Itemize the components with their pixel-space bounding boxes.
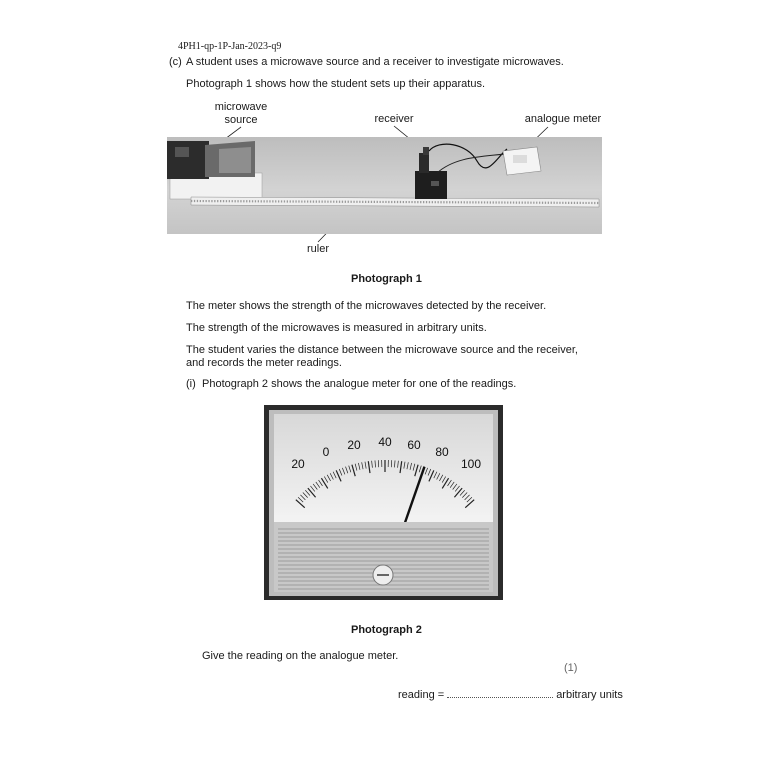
- label-source-line2: source: [224, 114, 258, 126]
- marks-label: (1): [564, 662, 578, 674]
- answer-line: [398, 688, 623, 702]
- scale-label-80: 80: [435, 445, 449, 459]
- photograph-1: [167, 137, 602, 234]
- intro-text: A student uses a microwave source and a receiver to investigate microwaves.: [186, 56, 564, 68]
- photo1-caption: Photograph 1: [351, 273, 422, 285]
- analogue-meter-image: [503, 147, 541, 175]
- para-varies-distance-1: The student varies the distance between the microwave source and the receiver,: [186, 344, 578, 356]
- microwave-source-image: [167, 141, 262, 199]
- label-receiver: receiver: [374, 113, 414, 125]
- scale-label-0: 0: [322, 445, 330, 459]
- answer-units: arbitrary units: [556, 689, 623, 701]
- photo1-intro-text: Photograph 1 shows how the student sets up their apparatus.: [186, 78, 486, 90]
- photograph-2: [264, 405, 503, 600]
- answer-input-line[interactable]: [447, 688, 553, 698]
- part-label: (c): [169, 56, 182, 68]
- paper-reference: 4PH1-qp-1P-Jan-2023-q9: [178, 41, 282, 52]
- question-text: Give the reading on the analogue meter.: [202, 650, 399, 662]
- para-meter-strength: The meter shows the strength of the microwaves detected by the receiver.: [186, 300, 547, 312]
- scale-label-20: 20: [347, 438, 361, 452]
- scale-label-100: 100: [460, 457, 482, 471]
- para-varies-distance-2: and records the meter readings.: [186, 357, 342, 369]
- answer-prefix: reading =: [398, 689, 445, 701]
- subpart-text: Photograph 2 shows the analogue meter for one of the readings.: [202, 378, 517, 390]
- subpart-label: (i): [186, 378, 196, 390]
- para-arbitrary-units: The strength of the microwaves is measured in arbitrary units.: [186, 322, 487, 334]
- label-analogue-meter: analogue meter: [524, 113, 602, 125]
- ruler-image: [191, 197, 599, 207]
- scale-label-60: 60: [407, 438, 421, 452]
- photo2-caption: Photograph 2: [351, 624, 422, 636]
- scale-label-neg20: 20: [291, 457, 305, 471]
- label-source-line1: microwave: [214, 101, 268, 113]
- label-ruler: ruler: [306, 243, 329, 255]
- scale-label-40: 40: [378, 435, 392, 449]
